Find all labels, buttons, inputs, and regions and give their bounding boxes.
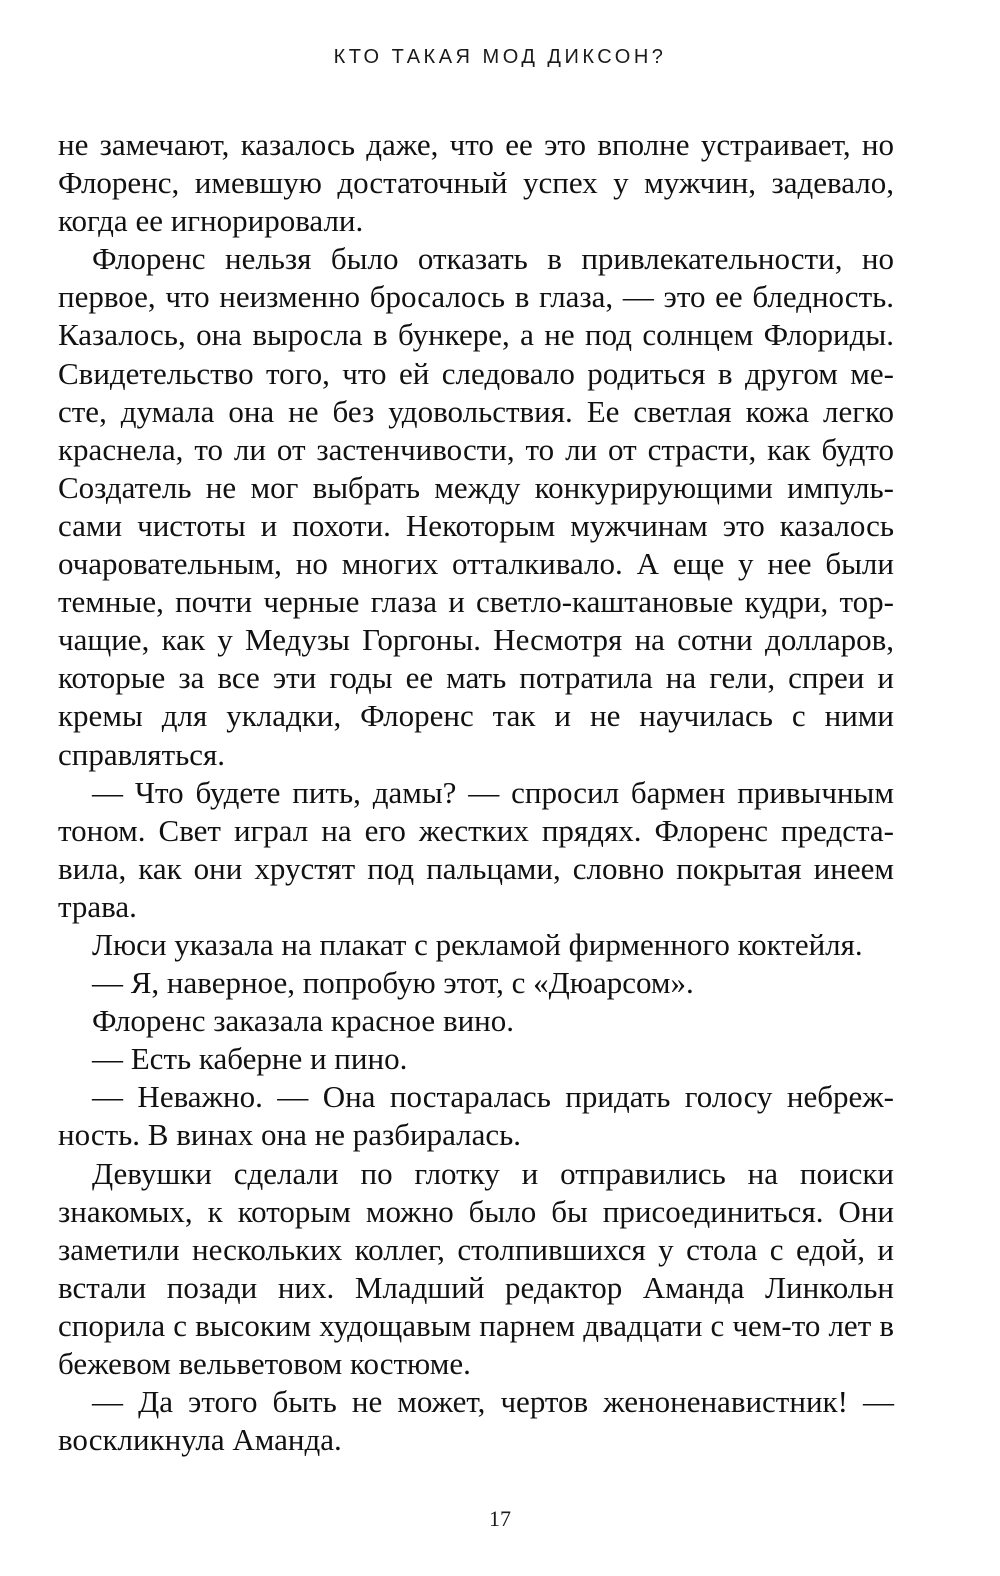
- body-text: [58, 126, 894, 1459]
- paragraph: Люси указала на плакат с рекламой фирменного коктейля.: [92, 926, 863, 962]
- paragraph: — Я, наверное, попробую этот, с «Дюарсом».: [92, 965, 694, 1001]
- running-header: КТО ТАКАЯ МОД ДИКСОН?: [333, 46, 667, 68]
- paragraph: Флоренс заказала красное вино.: [92, 1003, 515, 1039]
- paragraph: — Есть каберне и пино.: [92, 1041, 408, 1077]
- paragraph: Девушки сделали по глотку и отправились на поиски знакомых, к которым можно было бы присоединиться. Они заметили нескольких коллег, столпившихся у стола с едой, и встали позади них. Младший редактор Аманда Линкольн спорила с высоким худощавым парнем двадцати с чем-то лет в бежевом вельветовом костюме.: [58, 1155, 894, 1381]
- paragraph: не замечают, казалось даже, что ее это вполне устраивает, но Флоренс, имевшую достаточный успех у мужчин, задевало, когда ее игнорировали.: [58, 127, 894, 239]
- paragraph: — Что будете пить, дамы? — спросил бармен привычным тоном. Свет играл на его жестких прядях. Флоренс представила, как они хрустят под пальцами, словно покрытая инеем трава.: [58, 774, 894, 924]
- page-number: 17: [489, 1506, 511, 1531]
- paragraph: — Да этого быть не может, чертов женоненавистник! — воскликнула Аманда.: [58, 1384, 894, 1458]
- paragraph: — Неважно. — Она постаралась придать голосу небрежность. В винах она не разбиралась.: [58, 1079, 894, 1153]
- paragraph: Флоренс нельзя было отказать в привлекательности, но первое, что неизменно бросалось в глаза, — это ее бледность. Казалось, она выросла в бункере, а не под солнцем Флориды. Свидетельство того, что ей следовало родиться в другом месте, думала она не без удовольствия. Ее светлая кожа легко краснела, то ли от застенчивости, то ли от страсти, как будто Создатель не мог выбрать между конкурирующими импульсами чистоты и похоти. Некоторым мужчинам это казалось очаровательным, но многих отталкивало. А еще у нее были темные, почти черные глаза и светло-каштановые кудри, торчащие, как у Медузы Горгоны. Несмотря на сотни долларов, которые за все эти годы ее мать потратила на гели, спреи и кремы для укладки, Флоренс так и не научилась с ними справляться.: [58, 241, 894, 772]
